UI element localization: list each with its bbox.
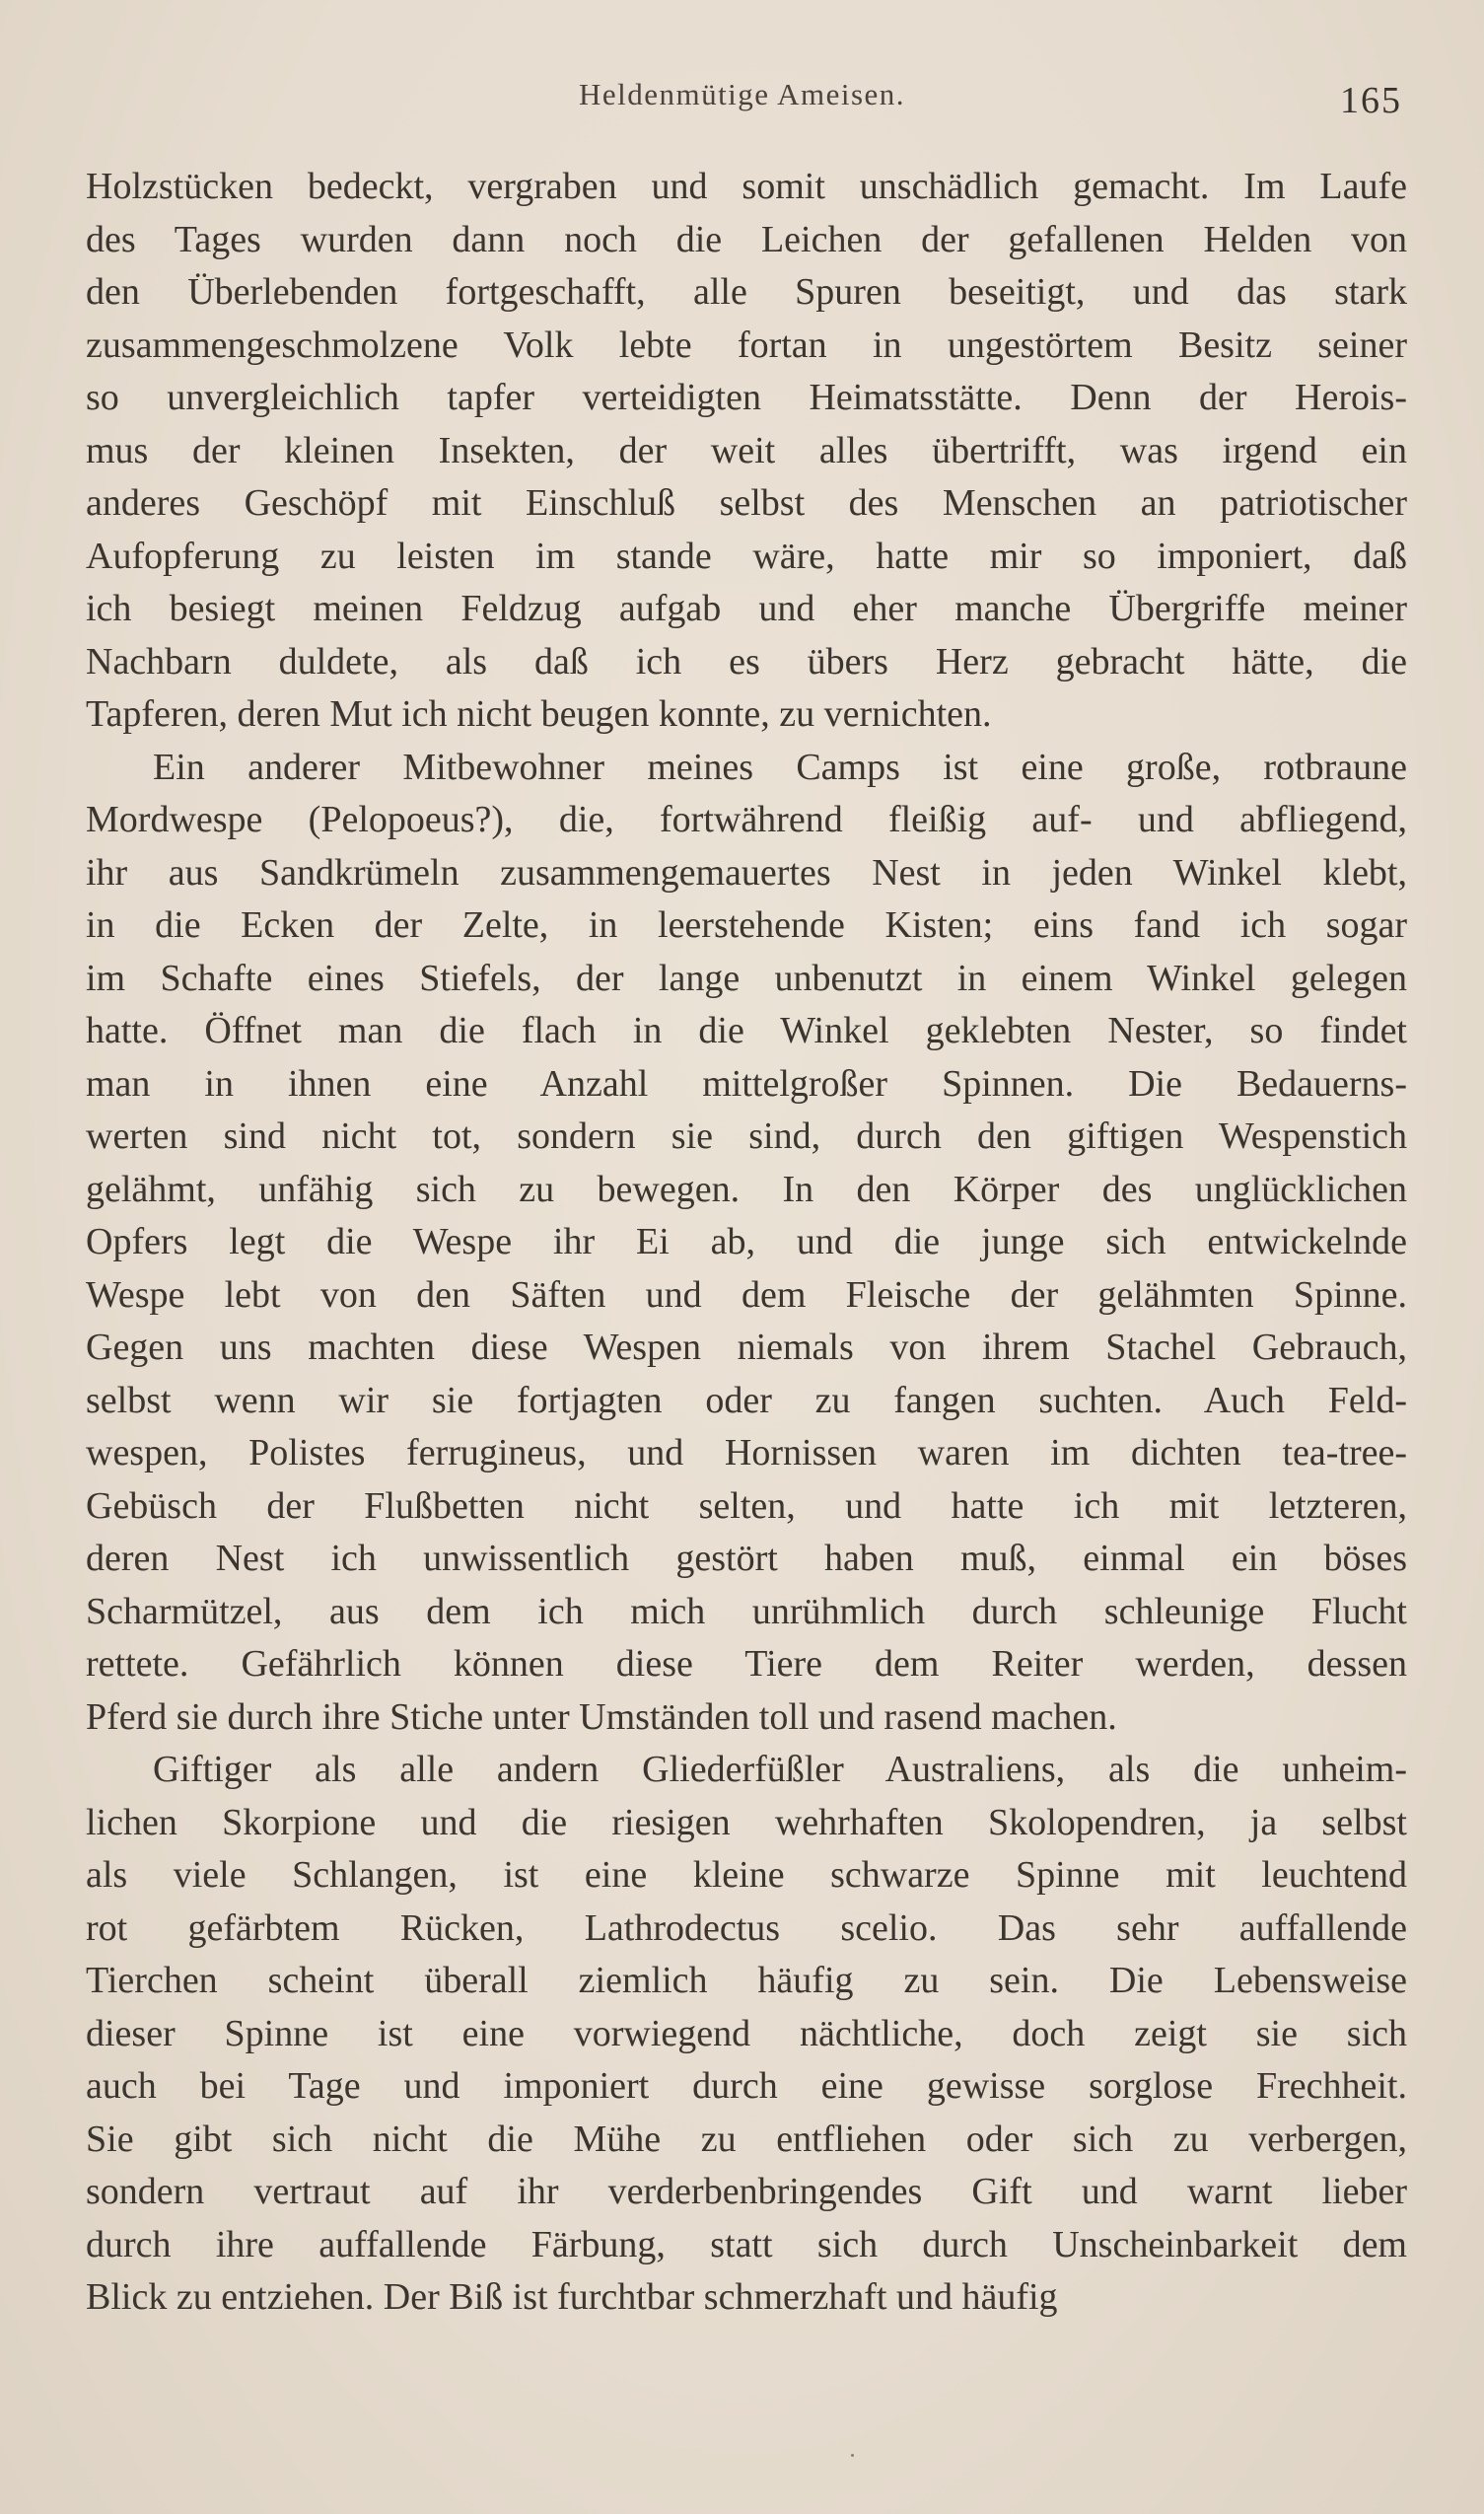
- text-line: Aufopferung zu leisten im stande wäre, hatte mir so imponiert, daß: [86, 535, 1407, 577]
- text-line: im Schafte eines Stiefels, der lange unbenutzt in einem Winkel gelegen: [86, 957, 1407, 999]
- text-line: Nachbarn duldete, als daß ich es übers Herz gebracht hätte, die: [86, 640, 1407, 682]
- text-line: sondern vertraut auf ihr verderbenbringendes Gift und warnt lieber: [86, 2171, 1407, 2212]
- text-line: Mordwespe (Pelopoeus?), die, fortwährend fleißig auf- und abfliegend,: [86, 799, 1407, 840]
- running-head: [0, 77, 1484, 121]
- text-line: auch bei Tage und imponiert durch eine gewisse sorglose Frechheit.: [86, 2065, 1407, 2107]
- text-line: durch ihre auffallende Färbung, statt sich durch Unscheinbarkeit dem: [86, 2223, 1407, 2265]
- page-number: 165: [1340, 80, 1402, 121]
- text-line: Scharmützel, aus dem ich mich unrühmlich durch schleunige Flucht: [86, 1590, 1407, 1632]
- text-line: Holzstücken bedeckt, vergraben und somit unschädlich gemacht. Im Laufe: [86, 166, 1407, 207]
- text-line: des Tages wurden dann noch die Leichen der gefallenen Helden von: [86, 218, 1407, 260]
- text-line: lichen Skorpione und die riesigen wehrhaften Skolopendren, ja selbst: [86, 1801, 1407, 1843]
- body-text: [86, 161, 1407, 2325]
- paragraph: [86, 1744, 1407, 2325]
- text-line: so unvergleichlich tapfer verteidigten Heimatsstätte. Denn der Herois-: [86, 377, 1407, 418]
- text-line: Tierchen scheint überall ziemlich häufig zu sein. Die Lebensweise: [86, 1960, 1407, 2001]
- text-line: Gebüsch der Flußbetten nicht selten, und hatte ich mit letzteren,: [86, 1484, 1407, 1527]
- text-line: dieser Spinne ist eine vorwiegend nächtliche, doch zeigt sie sich: [86, 2012, 1407, 2054]
- text-line: Ein anderer Mitbewohner meines Camps ist eine große, rotbraune: [153, 746, 1407, 788]
- text-line: hatte. Öffnet man die flach in die Winkel geklebten Nester, so findet: [86, 1010, 1407, 1051]
- text-line: ihr aus Sandkrümeln zusammengemauertes Nest in jeden Winkel klebt,: [86, 851, 1407, 894]
- paper-speck: [851, 2454, 854, 2457]
- text-line: als viele Schlangen, ist eine kleine schwarze Spinne mit leuchtend: [86, 1854, 1407, 1896]
- text-line: zusammengeschmolzene Volk lebte fortan in ungestörtem Besitz seiner: [86, 323, 1407, 366]
- text-line: ich besiegt meinen Feldzug aufgab und eher manche Übergriffe meiner: [86, 588, 1407, 629]
- text-line: rot gefärbtem Rücken, Lathrodectus scelio. Das sehr auffallende: [86, 1906, 1407, 1949]
- text-line: wespen, Polistes ferrugineus, und Hornissen waren im dichten tea-tree-: [86, 1432, 1407, 1473]
- text-line: Gegen uns machten diese Wespen niemals von ihrem Stachel Gebrauch,: [86, 1327, 1407, 1368]
- paragraph: [86, 742, 1407, 1745]
- running-title: Heldenmütige Ameisen.: [578, 77, 906, 111]
- paragraph: [86, 161, 1407, 742]
- text-line: anderes Geschöpf mit Einschluß selbst des Menschen an patriotischer: [86, 482, 1407, 524]
- text-line: Tapferen, deren Mut ich nicht beugen konnte, zu vernichten.: [86, 693, 992, 735]
- text-line: Opfers legt die Wespe ihr Ei ab, und die junge sich entwickelnde: [86, 1221, 1407, 1262]
- text-line: werten sind nicht tot, sondern sie sind, durch den giftigen Wespenstich: [86, 1115, 1407, 1157]
- text-line: man in ihnen eine Anzahl mittelgroßer Spinnen. Die Bedauerns-: [86, 1062, 1407, 1105]
- text-line: Blick zu entziehen. Der Biß ist furchtbar schmerzhaft und häufig: [86, 2276, 1058, 2318]
- text-line: in die Ecken der Zelte, in leerstehende Kisten; eins fand ich sogar: [86, 904, 1407, 946]
- text-line: mus der kleinen Insekten, der weit alles übertrifft, was irgend ein: [86, 429, 1407, 471]
- text-line: den Überlebenden fortgeschafft, alle Spuren beseitigt, und das stark: [86, 271, 1407, 313]
- text-line: selbst wenn wir sie fortjagten oder zu fangen suchten. Auch Feld-: [86, 1379, 1407, 1421]
- text-line: Giftiger als alle andern Gliederfüßler Australiens, als die unheim-: [153, 1749, 1407, 1790]
- text-line: deren Nest ich unwissentlich gestört haben muß, einmal ein böses: [86, 1538, 1407, 1579]
- text-line: Sie gibt sich nicht die Mühe zu entfliehen oder sich zu verbergen,: [86, 2118, 1407, 2160]
- text-line: Wespe lebt von den Säften und dem Fleische der gelähmten Spinne.: [86, 1273, 1407, 1316]
- text-line: rettete. Gefährlich können diese Tiere dem Reiter werden, dessen: [86, 1643, 1407, 1685]
- text-line: Pferd sie durch ihre Stiche unter Umständen toll und rasend machen.: [86, 1695, 1117, 1738]
- text-line: gelähmt, unfähig sich zu bewegen. In den Körper des unglücklichen: [86, 1168, 1407, 1210]
